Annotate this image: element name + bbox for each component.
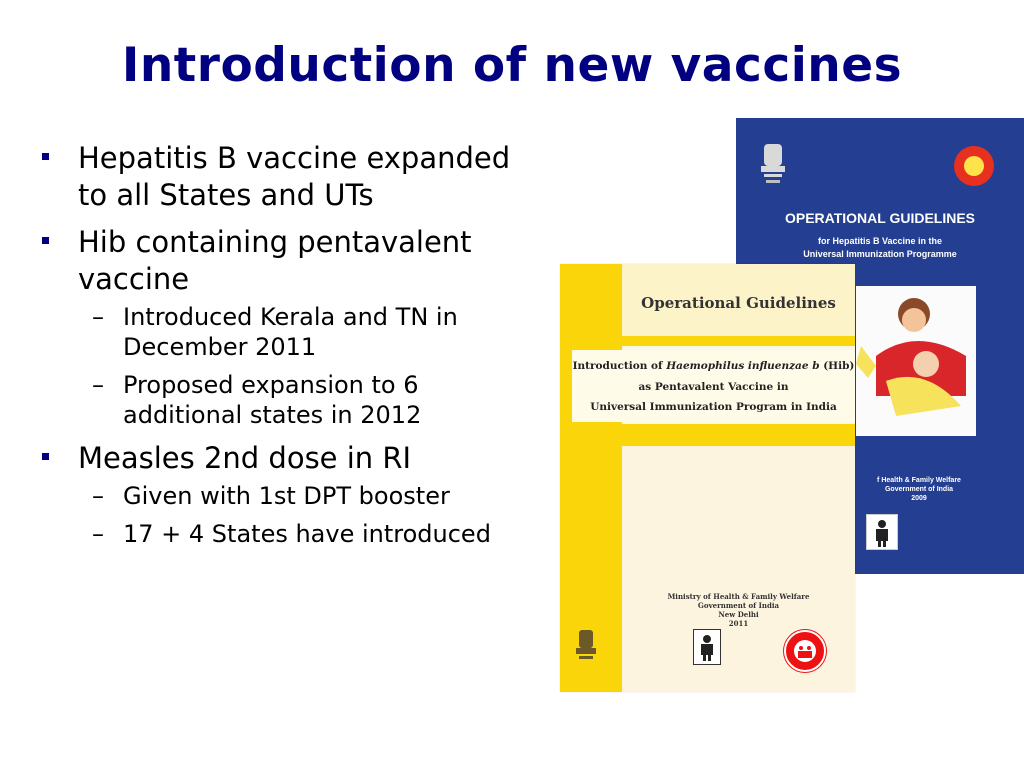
line-suffix: (Hib) [819,360,855,372]
hib-cover-line: Universal Immunization Program in India [590,401,837,413]
hepb-cover-subtitle: for Hepatitis B Vaccine in the [817,236,943,246]
sub-bullet-item [78,519,540,549]
ministry-line: f Health & Family Welfare [877,477,961,484]
family-welfare-icon [866,514,898,550]
family-welfare-icon [693,629,721,665]
line-prefix: Introduction of [572,360,667,372]
nrhm-logo-icon [784,630,826,672]
hib-cover-line [572,360,855,372]
mother-child-illustration [856,286,976,436]
sub-bullet-text: Given with 1st DPT booster [123,482,450,510]
dash-bullet-icon: – [92,482,104,510]
dash-bullet-icon: – [92,303,104,331]
square-bullet-icon [42,453,49,460]
line-italic: Haemophilus influenzae b [666,360,820,372]
sub-bullet-list [78,481,540,549]
hib-cover-heading: Operational Guidelines [641,294,836,312]
sub-bullet-item [78,481,540,511]
hepb-cover-heading: OPERATIONAL GUIDELINES [784,210,976,226]
sub-bullet-list [78,302,540,430]
bullet-text: Hepatitis B vaccine expanded to all States and UTs [78,141,511,212]
dash-bullet-icon: – [92,520,104,548]
ministry-line: Ministry of Health & Family Welfare [667,592,810,601]
cover-yellow-band [560,424,855,446]
bullet-text: Measles 2nd dose in RI [78,441,412,475]
hib-cover-ministry [622,592,855,628]
sub-bullet-text: Proposed expansion to 6 additional states in 2012 [123,371,422,429]
national-emblem-icon [574,628,598,666]
sub-bullet-text: Introduced Kerala and TN in December 2011 [123,303,458,361]
hepb-cover-ministry [854,476,984,503]
ministry-line: Government of India [697,601,780,610]
square-bullet-icon [42,153,49,160]
slide-title: Introduction of new vaccines [121,38,903,93]
bullet-content [40,140,540,559]
dash-bullet-icon: – [92,371,104,399]
sub-bullet-text: 17 + 4 States have introduced [123,520,491,548]
ministry-line: Government of India [884,486,954,493]
hepb-cover-subtitle: Universal Immunization Programme [803,249,957,259]
hib-guidelines-cover [560,264,855,692]
nrhm-logo-icon [954,146,994,186]
ministry-line: New Delhi [718,610,759,619]
bullet-item [40,140,540,214]
cover-yellow-band [622,336,855,346]
ministry-line: 2009 [911,495,927,502]
sub-bullet-item [78,370,540,430]
ministry-line: 2011 [728,619,749,628]
bullet-item [40,224,540,430]
square-bullet-icon [42,237,49,244]
hib-cover-line: as Pentavalent Vaccine in [638,381,789,393]
bullet-text: Hib containing pentavalent vaccine [78,225,472,296]
bullet-list [40,140,540,549]
national-emblem-icon [758,142,788,186]
sub-bullet-item [78,302,540,362]
bullet-item [40,440,540,549]
